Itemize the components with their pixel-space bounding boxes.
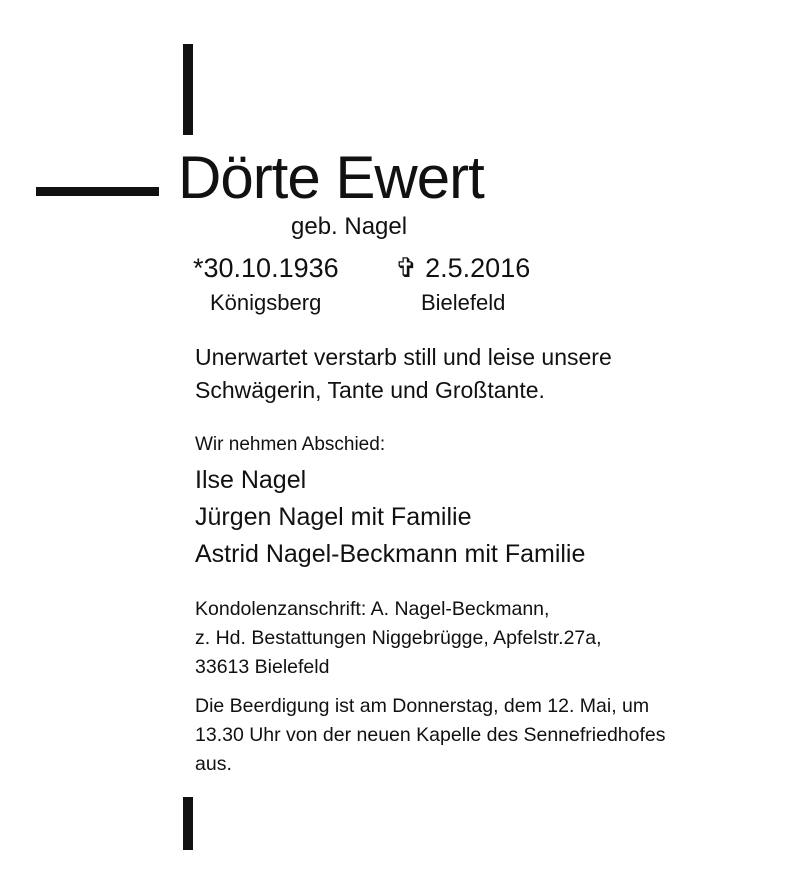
birth-place: Königsberg [210, 290, 322, 315]
funeral-line: Die Beerdigung ist am Donnerstag, dem 12. Mai, um [195, 695, 650, 717]
decorative-bar-top [183, 44, 193, 135]
decorative-bar-left [36, 187, 159, 196]
farewell-label: Wir nehmen Abschied: [195, 434, 386, 455]
funeral-line: aus. [195, 753, 232, 775]
intro-line: Unerwartet verstarb still und leise unsere [195, 344, 612, 370]
condolence-line: Kondolenzanschrift: A. Nagel-Beckmann, [195, 598, 550, 620]
birth-date: *30.10.1936 [193, 253, 339, 283]
deceased-name: Dörte Ewert [178, 144, 484, 211]
condolence-line: z. Hd. Bestattungen Niggebrügge, Apfelstr.27a, [195, 627, 602, 649]
intro-line: Schwägerin, Tante und Großtante. [195, 377, 545, 403]
decorative-bar-bottom [183, 797, 193, 850]
mourner-name: Jürgen Nagel mit Familie [195, 503, 472, 531]
condolence-line: 33613 Bielefeld [195, 656, 330, 678]
maiden-name: geb. Nagel [291, 213, 408, 240]
death-place: Bielefeld [421, 290, 506, 315]
funeral-line: 13.30 Uhr von der neuen Kapelle des Sennefriedhofes [195, 724, 666, 746]
death-date: ✞ 2.5.2016 [395, 253, 531, 283]
mourner-name: Ilse Nagel [195, 466, 307, 494]
mourner-name: Astrid Nagel-Beckmann mit Familie [195, 540, 586, 568]
